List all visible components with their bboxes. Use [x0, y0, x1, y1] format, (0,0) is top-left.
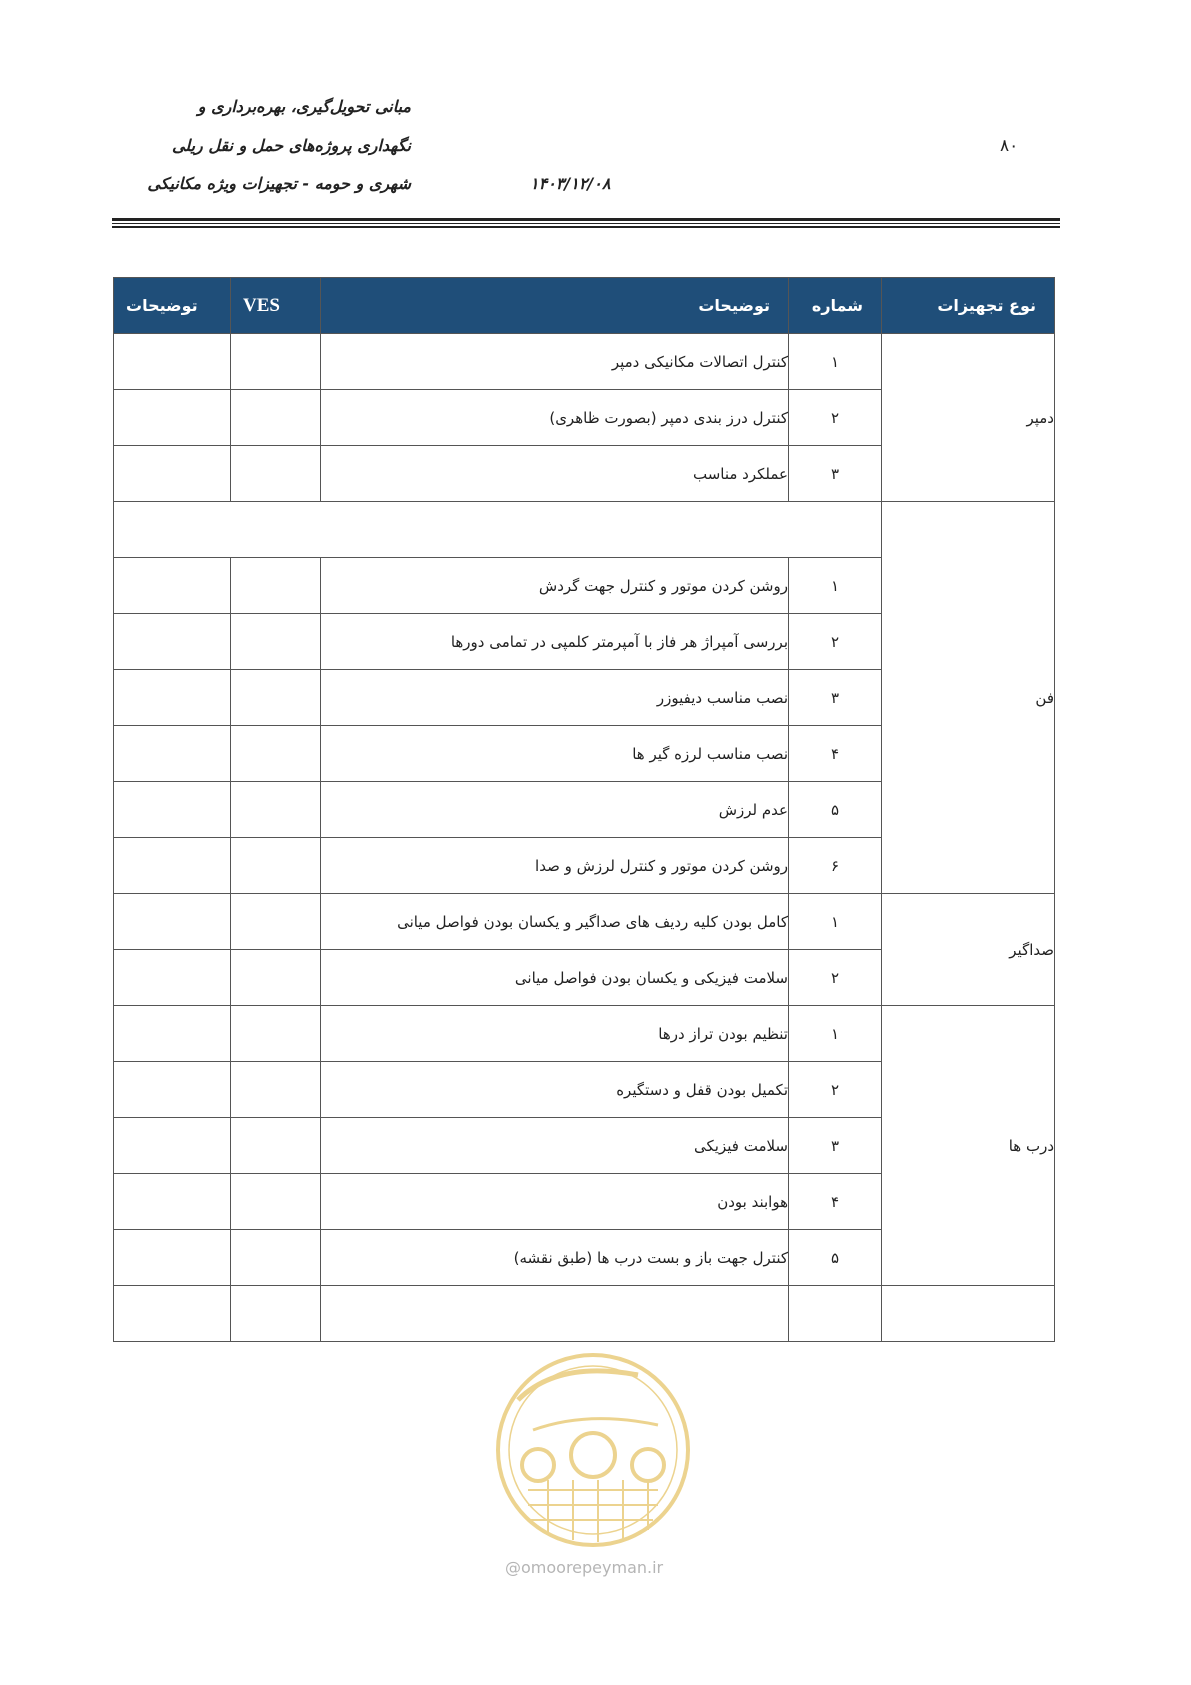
row-description: کامل بودن کلیه ردیف های صداگیر و یکسان بودن فواصل میانی — [321, 894, 789, 950]
empty-cell — [882, 1286, 1055, 1342]
table-row — [114, 894, 1055, 950]
group-silencer: صداگیر — [882, 894, 1055, 1006]
row-number: ۱ — [789, 1006, 882, 1062]
notes-cell[interactable] — [114, 782, 231, 838]
notes-cell[interactable] — [114, 1006, 231, 1062]
row-description: کنترل درز بندی دمپر (بصورت ظاهری) — [321, 390, 789, 446]
row-number: ۳ — [789, 1118, 882, 1174]
header-line-1: مبانی تحویل‌گیری، بهره‌برداری و — [197, 97, 411, 116]
ves-cell[interactable] — [231, 782, 321, 838]
notes-cell[interactable] — [114, 950, 231, 1006]
notes-cell[interactable] — [114, 1062, 231, 1118]
header-rule-middle — [112, 223, 1060, 224]
notes-cell[interactable] — [114, 670, 231, 726]
notes-cell[interactable] — [114, 1174, 231, 1230]
row-description: عملکرد مناسب — [321, 446, 789, 502]
row-description: روشن کردن موتور و کنترل لرزش و صدا — [321, 838, 789, 894]
table-row — [114, 1006, 1055, 1062]
header-rule-bottom — [112, 226, 1060, 228]
row-number: ۲ — [789, 1062, 882, 1118]
row-number: ۲ — [789, 390, 882, 446]
row-description: روشن کردن موتور و کنترل جهت گردش — [321, 558, 789, 614]
header-date: ۱۴۰۳/۱۲/۰۸ — [530, 174, 611, 193]
row-number: ۱ — [789, 894, 882, 950]
notes-cell[interactable] — [114, 334, 231, 390]
row-description: سلامت فیزیکی — [321, 1118, 789, 1174]
notes-cell[interactable] — [114, 726, 231, 782]
ves-cell[interactable] — [231, 558, 321, 614]
notes-cell[interactable] — [114, 1230, 231, 1286]
header-ves: VES — [231, 278, 321, 334]
row-number: ۴ — [789, 1174, 882, 1230]
row-number: ۱ — [789, 558, 882, 614]
header-equipment-type: نوع تجهیزات — [882, 278, 1055, 334]
notes-cell[interactable] — [114, 446, 231, 502]
group-doors: درب ها — [882, 1006, 1055, 1286]
ves-cell[interactable] — [231, 1118, 321, 1174]
row-description: نصب مناسب لرزه گیر ها — [321, 726, 789, 782]
row-number: ۵ — [789, 782, 882, 838]
header-number: شماره — [789, 278, 882, 334]
row-description: عدم لرزش — [321, 782, 789, 838]
ves-cell[interactable] — [231, 446, 321, 502]
ves-cell[interactable] — [231, 1062, 321, 1118]
row-description: هوابند بودن — [321, 1174, 789, 1230]
row-description: کنترل اتصالات مکانیکی دمپر — [321, 334, 789, 390]
notes-cell[interactable] — [114, 838, 231, 894]
ves-cell[interactable] — [231, 1006, 321, 1062]
notes-cell[interactable] — [114, 1286, 231, 1342]
ves-cell[interactable] — [231, 614, 321, 670]
row-number: ۳ — [789, 446, 882, 502]
row-number: ۳ — [789, 670, 882, 726]
header-notes: توضیحات — [114, 278, 231, 334]
watermark-site: @omoorepeyman.ir — [505, 1558, 664, 1577]
row-description: سلامت فیزیکی و یکسان بودن فواصل میانی — [321, 950, 789, 1006]
ves-cell[interactable] — [231, 1286, 321, 1342]
group-fan: فن — [882, 502, 1055, 894]
spacer-cell — [114, 502, 882, 558]
row-number: ۵ — [789, 1230, 882, 1286]
group-damper: دمپر — [882, 334, 1055, 502]
header-line-2: نگهداری پروژه‌های حمل و نقل ریلی — [171, 136, 411, 155]
notes-cell[interactable] — [114, 558, 231, 614]
table-header-row — [114, 278, 1055, 334]
notes-cell[interactable] — [114, 390, 231, 446]
page-number: ۸۰ — [1000, 136, 1019, 156]
header-rule-top — [112, 218, 1060, 221]
table-row — [114, 502, 1055, 558]
header-description: توضیحات — [321, 278, 789, 334]
ves-cell[interactable] — [231, 726, 321, 782]
row-number: ۲ — [789, 614, 882, 670]
table-row — [114, 334, 1055, 390]
ves-cell[interactable] — [231, 1230, 321, 1286]
notes-cell[interactable] — [114, 1118, 231, 1174]
checklist-table — [113, 277, 1055, 1342]
header-line-3: شهری و حومه - تجهیزات ویژه مکانیکی — [147, 174, 411, 193]
row-number: ۲ — [789, 950, 882, 1006]
row-description: تنظیم بودن تراز درها — [321, 1006, 789, 1062]
ves-cell[interactable] — [231, 838, 321, 894]
empty-cell — [789, 1286, 882, 1342]
row-number: ۱ — [789, 334, 882, 390]
row-description: بررسی آمپراژ هر فاز با آمپرمتر کلمپی در تمامی دورها — [321, 614, 789, 670]
watermark-logo-icon — [488, 1330, 698, 1570]
row-number: ۴ — [789, 726, 882, 782]
row-description: تکمیل بودن قفل و دستگیره — [321, 1062, 789, 1118]
row-number: ۶ — [789, 838, 882, 894]
ves-cell[interactable] — [231, 334, 321, 390]
ves-cell[interactable] — [231, 670, 321, 726]
ves-cell[interactable] — [231, 950, 321, 1006]
notes-cell[interactable] — [114, 614, 231, 670]
ves-cell[interactable] — [231, 1174, 321, 1230]
notes-cell[interactable] — [114, 894, 231, 950]
ves-cell[interactable] — [231, 390, 321, 446]
row-description: کنترل جهت باز و بست درب ها (طبق نقشه) — [321, 1230, 789, 1286]
row-description: نصب مناسب دیفیوزر — [321, 670, 789, 726]
ves-cell[interactable] — [231, 894, 321, 950]
